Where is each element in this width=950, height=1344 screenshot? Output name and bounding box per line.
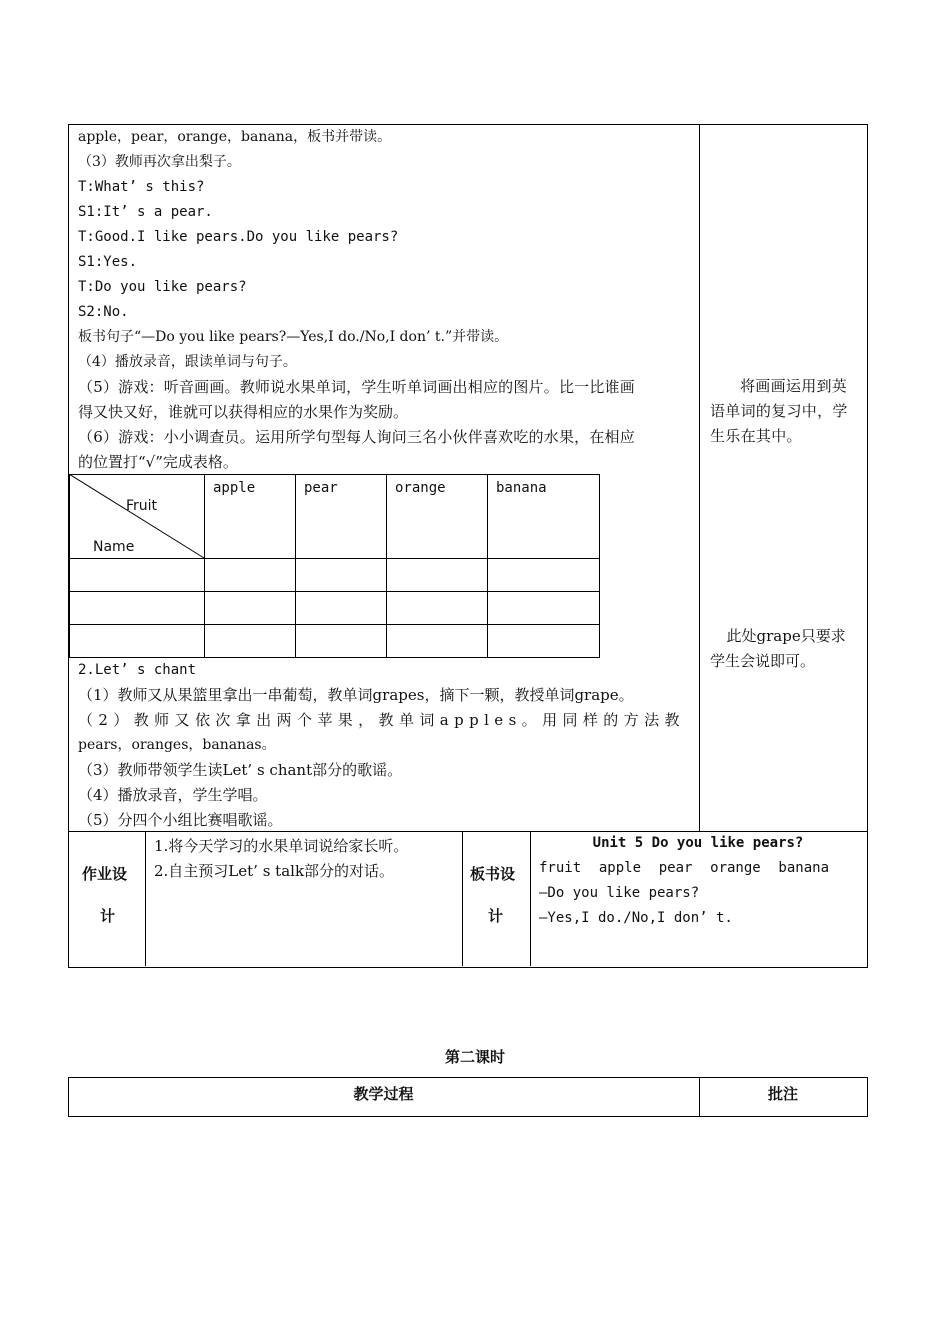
board-word-pear: pear	[658, 860, 693, 876]
note-drawing-review: 将画画运用到英语单词的复习中，学生乐在其中。	[710, 377, 848, 445]
chant-line-1: 2.Let’ s chant	[78, 662, 197, 678]
survey-vline-3	[386, 474, 387, 657]
notes-divider	[699, 124, 700, 832]
board-word-orange: orange	[710, 860, 761, 876]
process-line-5: T:Good.I like pears.Do you like pears?	[78, 229, 399, 245]
board-label-right-divider	[530, 831, 531, 966]
board-question: —Do you like pears?	[539, 885, 700, 901]
survey-vline-2	[295, 474, 296, 657]
process-line-9: 板书句子“—Do you like pears?—Yes,I do./No,I don’ t.”并带读。	[78, 329, 509, 345]
note-grape: 此处grape只要求学生会说即可。	[710, 627, 846, 670]
chant-line-5: （3）教师带领学生读Let’ s chant部分的歌谣。	[78, 761, 403, 779]
survey-col-orange: orange	[395, 480, 446, 496]
homework-label-divider	[145, 831, 146, 966]
survey-vline-4	[487, 474, 488, 657]
homework-item-1: 1.将今天学习的水果单词说给家长听。	[154, 837, 409, 855]
survey-header-fruit: Fruit	[126, 498, 158, 514]
process-line-4: S1:It’ s a pear.	[78, 204, 213, 220]
survey-header-name: Name	[93, 539, 135, 555]
chant-line-7: （5）分四个小组比赛唱歌谣。	[78, 811, 283, 829]
process-line-3: T:What’ s this?	[78, 179, 205, 195]
process-line-11: （5）游戏：听音画画。教师说水果单词，学生听单词画出相应的图片。比一比谁画	[78, 378, 635, 396]
homework-label-1: 作业设	[82, 865, 128, 883]
second-lesson-col-process: 教学过程	[353, 1085, 414, 1103]
homework-item-2: 2.自主预习Let’ s talk部分的对话。	[154, 862, 395, 880]
process-line-1: apple，pear，orange，banana，板书并带读。	[78, 129, 392, 145]
board-label-1: 板书设	[470, 865, 516, 883]
chant-line-3: （2）教师又依次拿出两个苹果，教单词apples。用同样的方法教	[78, 711, 685, 729]
board-title: Unit 5 Do you like pears?	[592, 835, 804, 851]
survey-col-pear: pear	[304, 480, 338, 496]
board-word-apple: apple	[598, 860, 642, 876]
survey-hline-3	[69, 624, 599, 625]
second-lesson-title: 第二课时	[444, 1048, 505, 1066]
process-line-10: （4）播放录音，跟读单词与句子。	[78, 354, 297, 370]
survey-hline-2	[69, 591, 599, 592]
board-words	[539, 860, 829, 876]
second-lesson-col-notes: 批注	[767, 1085, 798, 1103]
survey-col-apple: apple	[213, 480, 256, 496]
process-line-8: S2:No.	[78, 304, 129, 320]
process-line-2: （3）教师再次拿出梨子。	[78, 154, 241, 170]
board-word-fruit: fruit	[539, 860, 582, 876]
process-line-6: S1:Yes.	[78, 254, 138, 270]
chant-line-4: pears，oranges，bananas。	[78, 737, 276, 753]
chant-line-2: （1）教师又从果篮里拿出一串葡萄，教单词grapes，摘下一颗，教授单词grape。	[78, 686, 634, 704]
board-label-left-divider	[462, 831, 463, 966]
chant-line-6: （4）播放录音，学生学唱。	[78, 786, 268, 804]
board-word-banana: banana	[778, 860, 829, 876]
process-line-14: 的位置打“√”完成表格。	[78, 453, 238, 471]
process-line-12: 得又快又好，谁就可以获得相应的水果作为奖励。	[78, 403, 409, 421]
homework-label-2: 计	[100, 907, 116, 925]
board-label-2: 计	[488, 907, 504, 925]
process-line-7: T:Do you like pears?	[78, 279, 247, 295]
process-line-13: （6）游戏：小小调查员。运用所学句型每人询问三名小伙伴喜欢吃的水果，在相应	[78, 428, 635, 446]
survey-diagonal-line	[69, 474, 205, 559]
survey-col-banana: banana	[496, 480, 547, 496]
board-answer: —Yes,I do./No,I don’ t.	[539, 910, 733, 926]
